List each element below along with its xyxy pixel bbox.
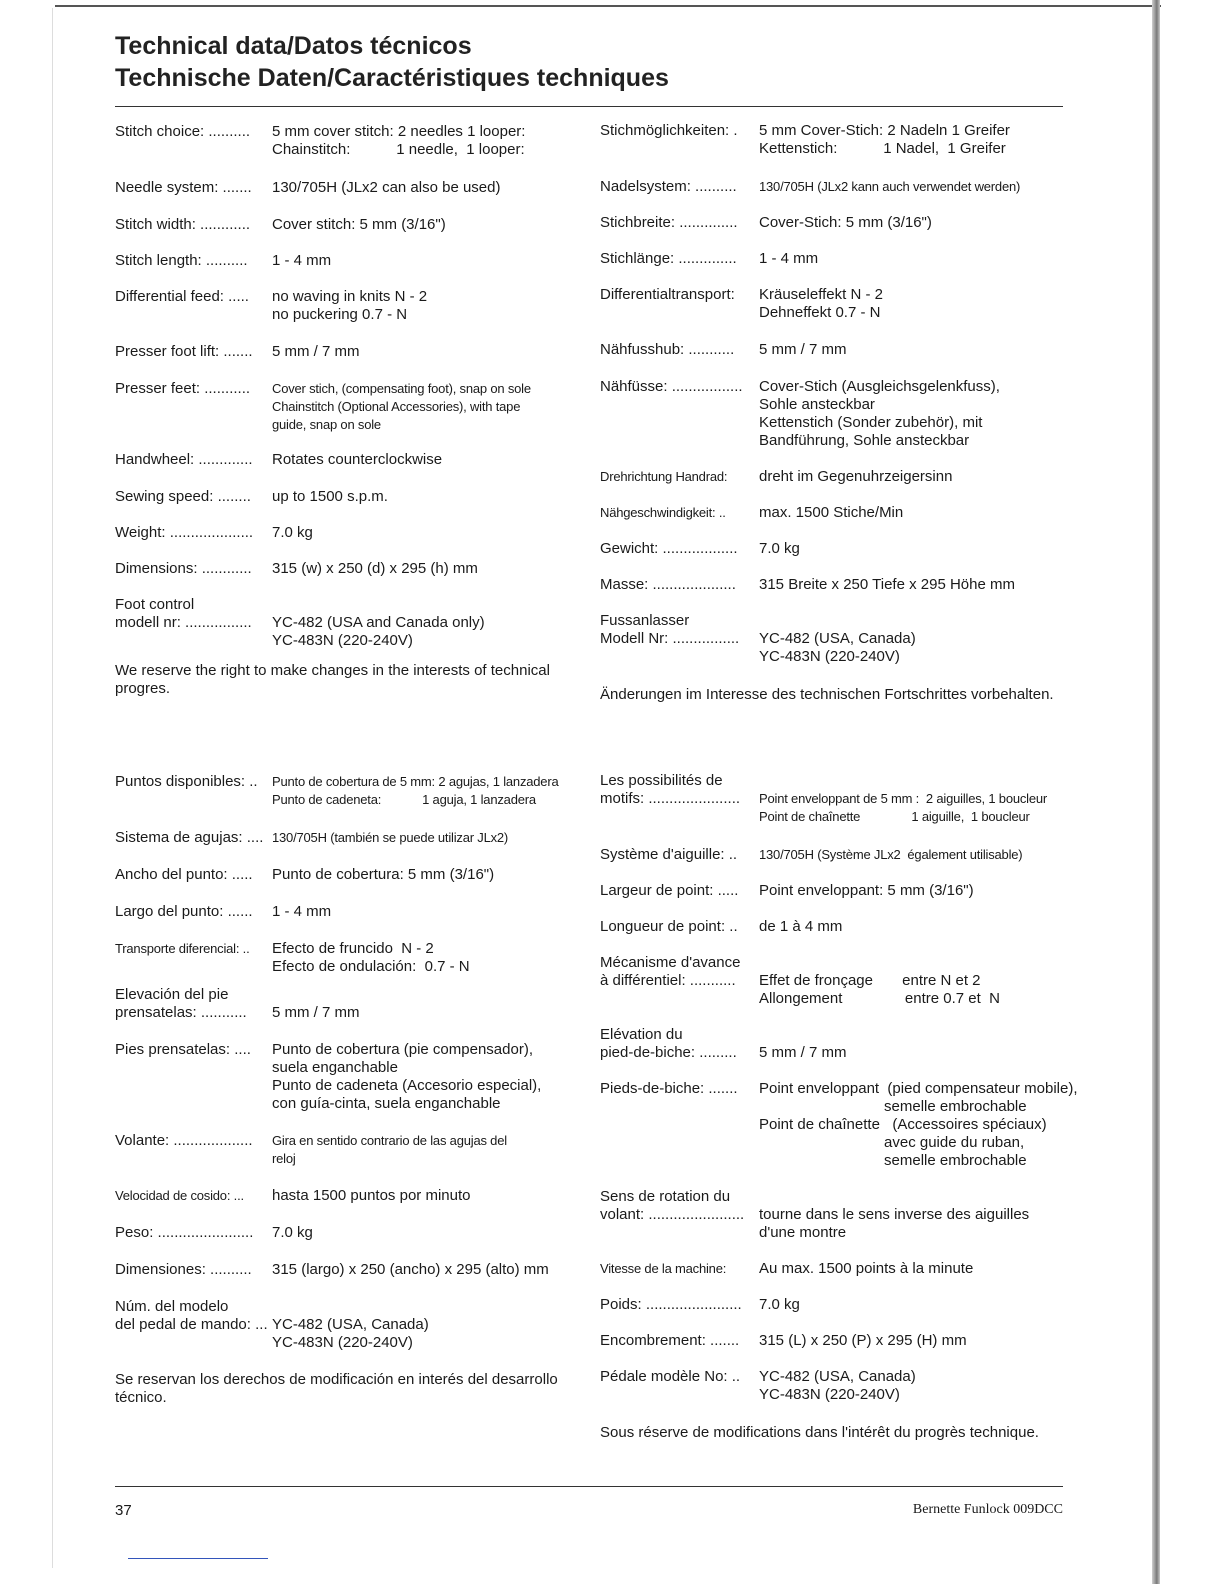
scan-underline-mark [128,1558,268,1559]
spec-label: Drehrichtung Handrad: [600,469,728,484]
spec-value: 315 (largo) x 250 (ancho) x 295 (alto) mm [272,1261,549,1278]
spec-value: max. 1500 Stiche/Min [759,504,904,521]
spec-row [600,772,1070,826]
spec-row [600,918,1070,936]
spec-row [600,846,1070,864]
spec-value: Kräuseleffekt N - 2 Dehneffekt 0.7 - N [759,286,883,321]
spec-label: Pédale modèle No: .. [600,1368,741,1385]
spec-label: Stitch length: .......... [115,252,248,269]
spec-label: Mécanisme d'avance à différentiel: ........... [600,954,741,989]
spec-label: Stichlänge: .............. [600,250,737,267]
page-title [115,30,669,94]
disclaimer-note: Sous réserve de modifications dans l'intérêt du progrès technique. [600,1424,1039,1441]
spec-row [600,1368,1070,1404]
spec-value: 315 (w) x 250 (d) x 295 (h) mm [272,560,478,577]
spec-value: dreht im Gegenuhrzeigersinn [759,468,953,485]
spec-row [600,1260,1070,1278]
spec-label: Encombrement: ....... [600,1332,740,1349]
spec-label: Sewing speed: ........ [115,488,251,505]
spec-label: Fussanlasser Modell Nr: ................ [600,612,740,647]
spec-value: 7.0 kg [272,1224,313,1241]
spec-value: 5 mm / 7 mm [759,341,847,358]
spec-row [600,504,1070,522]
spec-value: 130/705H (JLx2 can also be used) [272,179,501,196]
spec-label: Masse: .................... [600,576,736,593]
spec-row [115,179,570,197]
spec-label: Dimensions: ............ [115,560,252,577]
spec-value: 315 Breite x 250 Tiefe x 295 Höhe mm [759,576,1015,593]
spec-value: YC-482 (USA, Canada) YC-483N (220-240V) [272,1316,429,1351]
spec-value: tourne dans le sens inverse des aiguilles d'une montre [759,1206,1030,1241]
spec-value: up to 1500 s.p.m. [272,488,388,505]
spec-value: 315 (L) x 250 (P) x 295 (H) mm [759,1332,967,1349]
french-specs [600,772,1078,1442]
spec-label: Stitch choice: .......... [115,123,251,140]
spec-row [115,829,570,847]
spec-row [600,378,1070,450]
spec-value: no waving in knits N - 2 no puckering 0.7 - N [272,288,428,323]
scan-edge-left [52,8,53,1568]
spec-value: Point enveloppant de 5 mm : 2 aiguilles, 1 boucleur Point de chaînette 1 aiguille, 1 boucleur [759,791,1048,824]
spec-value: YC-482 (USA and Canada only) YC-483N (220-240V) [272,614,485,649]
scan-edge-top [55,5,1161,7]
spec-value: Cover-Stich: 5 mm (3/16") [759,214,932,231]
spec-label: Differentialtransport: [600,286,735,303]
spec-label: Ancho del punto: ..... [115,866,253,883]
spec-value: Cover stitch: 5 mm (3/16") [272,216,446,233]
spec-value: 7.0 kg [759,1296,800,1313]
spanish-specs [115,773,570,1407]
spec-row [600,1332,1070,1350]
spec-label: Stichmöglichkeiten: . [600,122,738,139]
spec-label: Sistema de agujas: .... [115,829,264,846]
spec-value: Punto de cobertura (pie compensador), suela enganchable Punto de cadeneta (Accesorio especial), con guía-cinta, suela enganchable [272,1041,542,1112]
spec-label: Volante: ................... [115,1132,253,1149]
spec-value: 7.0 kg [759,540,800,557]
spec-row [600,341,1070,359]
scan-edge-right [1152,0,1160,1584]
spec-row [600,468,1070,486]
spec-row [115,773,570,809]
spec-row [115,488,570,506]
spec-label: Vitesse de la machine: [600,1261,727,1276]
spec-row [115,524,570,542]
spec-value: 130/705H (también se puede utilizar JLx2) [272,830,509,845]
spec-row [600,954,1070,1008]
title-line-2: Technische Daten/Caractéristiques techniques [115,64,669,92]
spec-label: Velocidad de cosido: ... [115,1188,244,1203]
spec-value: Gira en sentido contrario de las agujas del reloj [272,1133,507,1166]
spec-label: Stitch width: ............ [115,216,251,233]
spec-value: 130/705H (JLx2 kann auch verwendet werden) [759,179,1021,194]
spec-row [600,1296,1070,1314]
spec-label: Weight: .................... [115,524,254,541]
spec-row [115,1261,570,1279]
spec-value: 5 mm / 7 mm [272,1004,360,1021]
spec-row [600,1026,1070,1062]
disclaimer-note: We reserve the right to make changes in the interests of technical progres. [115,662,550,697]
spec-label: Gewicht: .................. [600,540,738,557]
spec-row [600,286,1070,322]
spec-value: Punto de cobertura de 5 mm: 2 agujas, 1 lanzadera Punto de cadeneta: 1 aguja, 1 lanzadera [272,774,559,807]
spec-label: Nähgeschwindigkeit: .. [600,505,726,520]
english-specs [115,123,570,698]
disclaimer-note: Änderungen im Interesse des technischen Fortschrittes vorbehalten. [600,686,1054,703]
spec-value: YC-482 (USA, Canada) YC-483N (220-240V) [759,1368,916,1403]
spec-row [115,216,570,234]
spec-label: Puntos disponibles: .. [115,773,258,790]
spec-label: Sens de rotation du volant: ....................... [600,1188,745,1223]
spec-label: Poids: ....................... [600,1296,742,1313]
spec-value: 130/705H (Système JLx2 également utilisable) [759,847,1023,862]
spec-value: Cover stich, (compensating foot), snap on sole Chainstitch (Optional Accessories), with tape guide, snap on sole [272,381,531,432]
spec-value: 5 mm / 7 mm [759,1044,847,1061]
spec-label: Presser foot lift: ....... [115,343,253,360]
spec-value: Rotates counterclockwise [272,451,443,468]
disclaimer-note: Se reservan los derechos de modificación en interés del desarrollo técnico. [115,1371,558,1406]
spec-label: Presser feet: ........... [115,380,251,397]
title-line-1: Technical data/Datos técnicos [115,32,472,60]
spec-value: Au max. 1500 points à la minute [759,1260,974,1277]
spec-value: hasta 1500 puntos por minuto [272,1187,471,1204]
spec-label: Les possibilités de motifs: ...................... [600,772,741,807]
spec-label: Elévation du pied-de-biche: ......... [600,1026,737,1061]
spec-label: Nähfüsse: ................. [600,378,743,395]
spec-value: 1 - 4 mm [272,903,332,920]
spec-row [115,866,570,884]
spec-label: Système d'aiguille: .. [600,846,738,863]
spec-row [115,1298,570,1352]
spec-label: Largeur de point: ..... [600,882,739,899]
spec-label: Núm. del modelo del pedal de mando: ... [115,1298,268,1333]
spec-label: Nähfusshub: ........... [600,341,735,358]
spec-value: 5 mm cover stitch: 2 needles 1 looper: Chainstitch: 1 needle, 1 looper: [272,123,526,158]
spec-label: Handwheel: ............. [115,451,253,468]
spec-row [115,252,570,270]
spec-value: Point enveloppant: 5 mm (3/16") [759,882,974,899]
spec-value: 5 mm / 7 mm [272,343,360,360]
spec-row [115,1224,570,1242]
spec-value: YC-482 (USA, Canada) YC-483N (220-240V) [759,630,916,665]
spec-row [600,540,1070,558]
spec-label: Dimensiones: .......... [115,1261,252,1278]
spec-value: Effet de fronçage entre N et 2 Allongement entre 0.7 et N [759,972,1000,1007]
spec-row [115,560,570,578]
spec-row [600,1188,1070,1242]
spec-label: Transporte diferencial: .. [115,941,250,956]
spec-row [115,1041,570,1113]
spec-row [115,986,570,1022]
spec-label: Differential feed: ..... [115,288,249,305]
spec-value: 1 - 4 mm [759,250,819,267]
spec-row [115,288,570,324]
spec-row [600,612,1070,666]
spec-label: Nadelsystem: .......... [600,178,737,195]
spec-row [115,940,570,976]
spec-label: Peso: ....................... [115,1224,254,1241]
spec-value: Punto de cobertura: 5 mm (3/16") [272,866,495,883]
footer-brand: Bernette Funlock 009DCC [912,1502,1063,1517]
spec-label: Longueur de point: .. [600,918,738,935]
spec-row [600,178,1070,196]
spec-value: 7.0 kg [272,524,313,541]
spec-label: Stichbreite: .............. [600,214,738,231]
german-specs [600,122,1070,704]
spec-row [600,122,1070,158]
spec-row [600,882,1070,900]
spec-row [115,1187,570,1205]
spec-label: Largo del punto: ...... [115,903,253,920]
spec-row [600,1080,1078,1170]
spec-value: Efecto de fruncido N - 2 Efecto de ondulación: 0.7 - N [272,940,470,975]
spec-value: 5 mm Cover-Stich: 2 Nadeln 1 Greifer Kettenstich: 1 Nadel, 1 Greifer [759,122,1010,157]
spec-value: Cover-Stich (Ausgleichsgelenkfuss), Sohle ansteckbar Kettenstich (Sonder zubehör), mit Bandführung, Sohle ansteckbar [759,378,1000,449]
spec-row [115,451,570,469]
spec-row [115,903,570,921]
spec-label: Foot control modell nr: ................ [115,596,252,631]
spec-value: de 1 à 4 mm [759,918,843,935]
spec-value: 1 - 4 mm [272,252,332,269]
spec-label: Pies prensatelas: .... [115,1041,251,1058]
spec-row [115,343,570,361]
spec-row [115,1132,570,1168]
page-number: 37 [115,1502,132,1519]
footer-rule [115,1486,1063,1487]
spec-row [115,380,570,434]
spec-label: Elevación del pie prensatelas: ........... [115,986,247,1021]
title-rule [115,106,1063,107]
spec-label: Needle system: ....... [115,179,252,196]
spec-row [600,214,1070,232]
spec-row [600,576,1070,594]
spec-row [115,596,570,650]
spec-row [600,250,1070,268]
spec-label: Pieds-de-biche: ....... [600,1080,738,1097]
spec-row [115,123,570,159]
spec-value: Point enveloppant (pied compensateur mobile), semelle embrochable Point de chaînette (Accessoires spéciaux) avec guide du ruban, semelle embrochable [759,1080,1078,1169]
